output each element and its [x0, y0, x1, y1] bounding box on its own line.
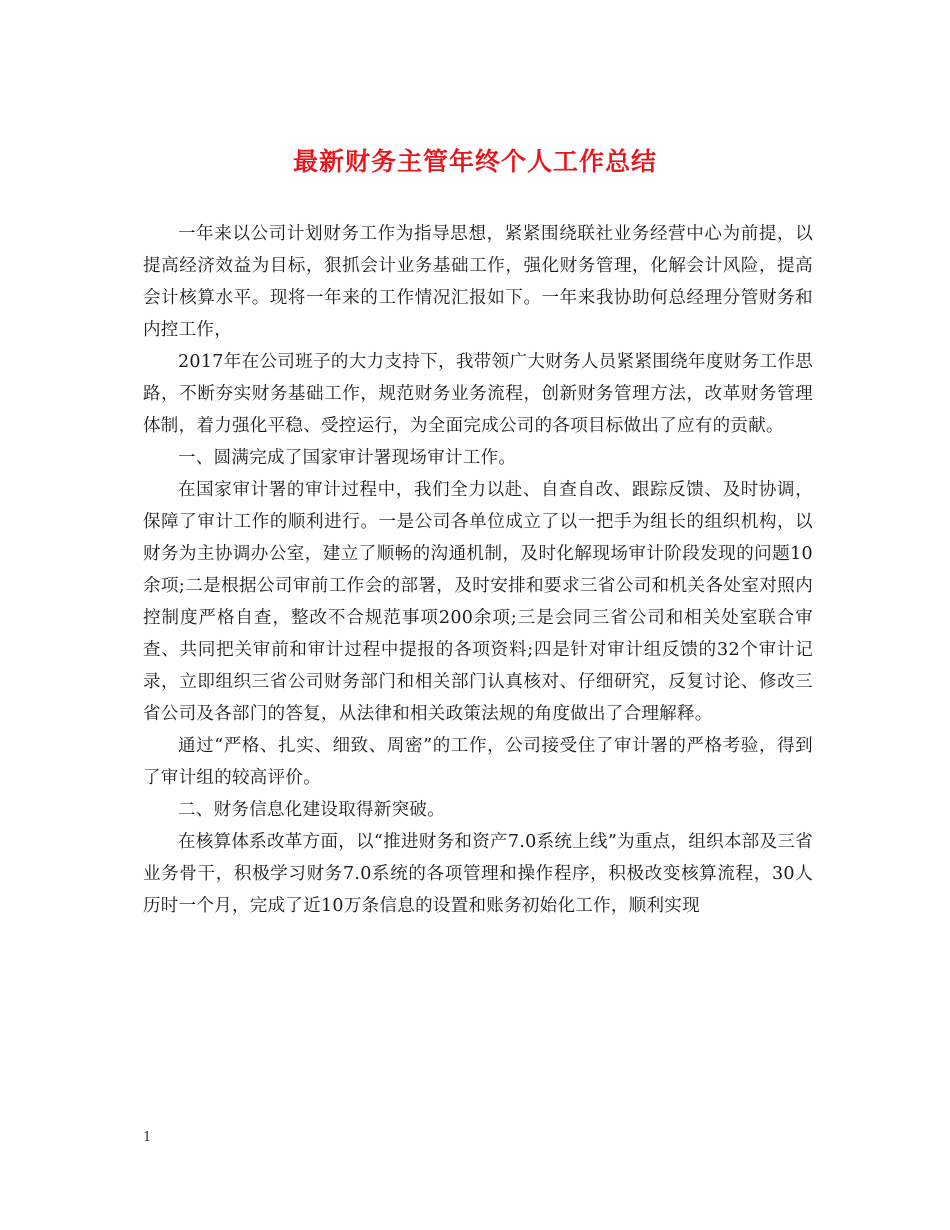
- paragraph-intro: 一年来以公司计划财务工作为指导思想，紧紧围绕联社业务经营中心为前提，以提高经济效益为目标，狠抓会计业务基础工作，强化财务管理，化解会计风险，提高会计核算水平。现将一年来的工作情况汇报如下。一年来我协助何总经理分管财务和内控工作，: [143, 224, 813, 340]
- document-title: 最新财务主管年终个人工作总结: [292, 147, 657, 176]
- document-body: [143, 218, 813, 922]
- paragraph-accounting-reform: 在核算体系改革方面，以“推进财务和资产7.0系统上线”为重点，组织本部及三省业务骨干，积极学习财务7.0系统的各项管理和操作程序，积极改变核算流程，30人历时一个月，完成了近10万条信息的设置和账务初始化工作，顺利实现: [143, 832, 813, 916]
- section-heading-informatization: 二、财务信息化建设取得新突破。: [178, 800, 445, 820]
- paragraph-2017-overview: 2017年在公司班子的大力支持下，我带领广大财务人员紧紧围绕年度财务工作思路，不断夯实财务基础工作，规范财务业务流程，创新财务管理方法，改革财务管理体制，着力强化平稳、受控运行，为全面完成公司的各项目标做出了应有的贡献。: [143, 352, 813, 436]
- section-heading-audit: 一、圆满完成了国家审计署现场审计工作。: [178, 448, 517, 468]
- page-number: 1: [143, 1130, 152, 1145]
- paragraph-audit-details: 在国家审计署的审计过程中，我们全力以赴、自查自改、跟踪反馈、及时协调，保障了审计工作的顺利进行。一是公司各单位成立了以一把手为组长的组织机构，以财务为主协调办公室，建立了顺畅的沟通机制，及时化解现场审计阶段发现的问题10余项;二是根据公司审前工作会的部署，及时安排和要求三省公司和机关各处室对照内控制度严格自查，整改不合规范事项200余项;三是会同三省公司和相关处室联合审查、共同把关审前和审计过程中提报的各项资料;四是针对审计组反馈的32个审计记录，立即组织三省公司财务部门和相关部门认真核对、仔细研究，反复讨论、修改三省公司及各部门的答复，从法律和相关政策法规的角度做出了合理解释。: [143, 480, 813, 724]
- paragraph-audit-result: 通过“严格、扎实、细致、周密”的工作，公司接受住了审计署的严格考验，得到了审计组的较高评价。: [143, 736, 813, 788]
